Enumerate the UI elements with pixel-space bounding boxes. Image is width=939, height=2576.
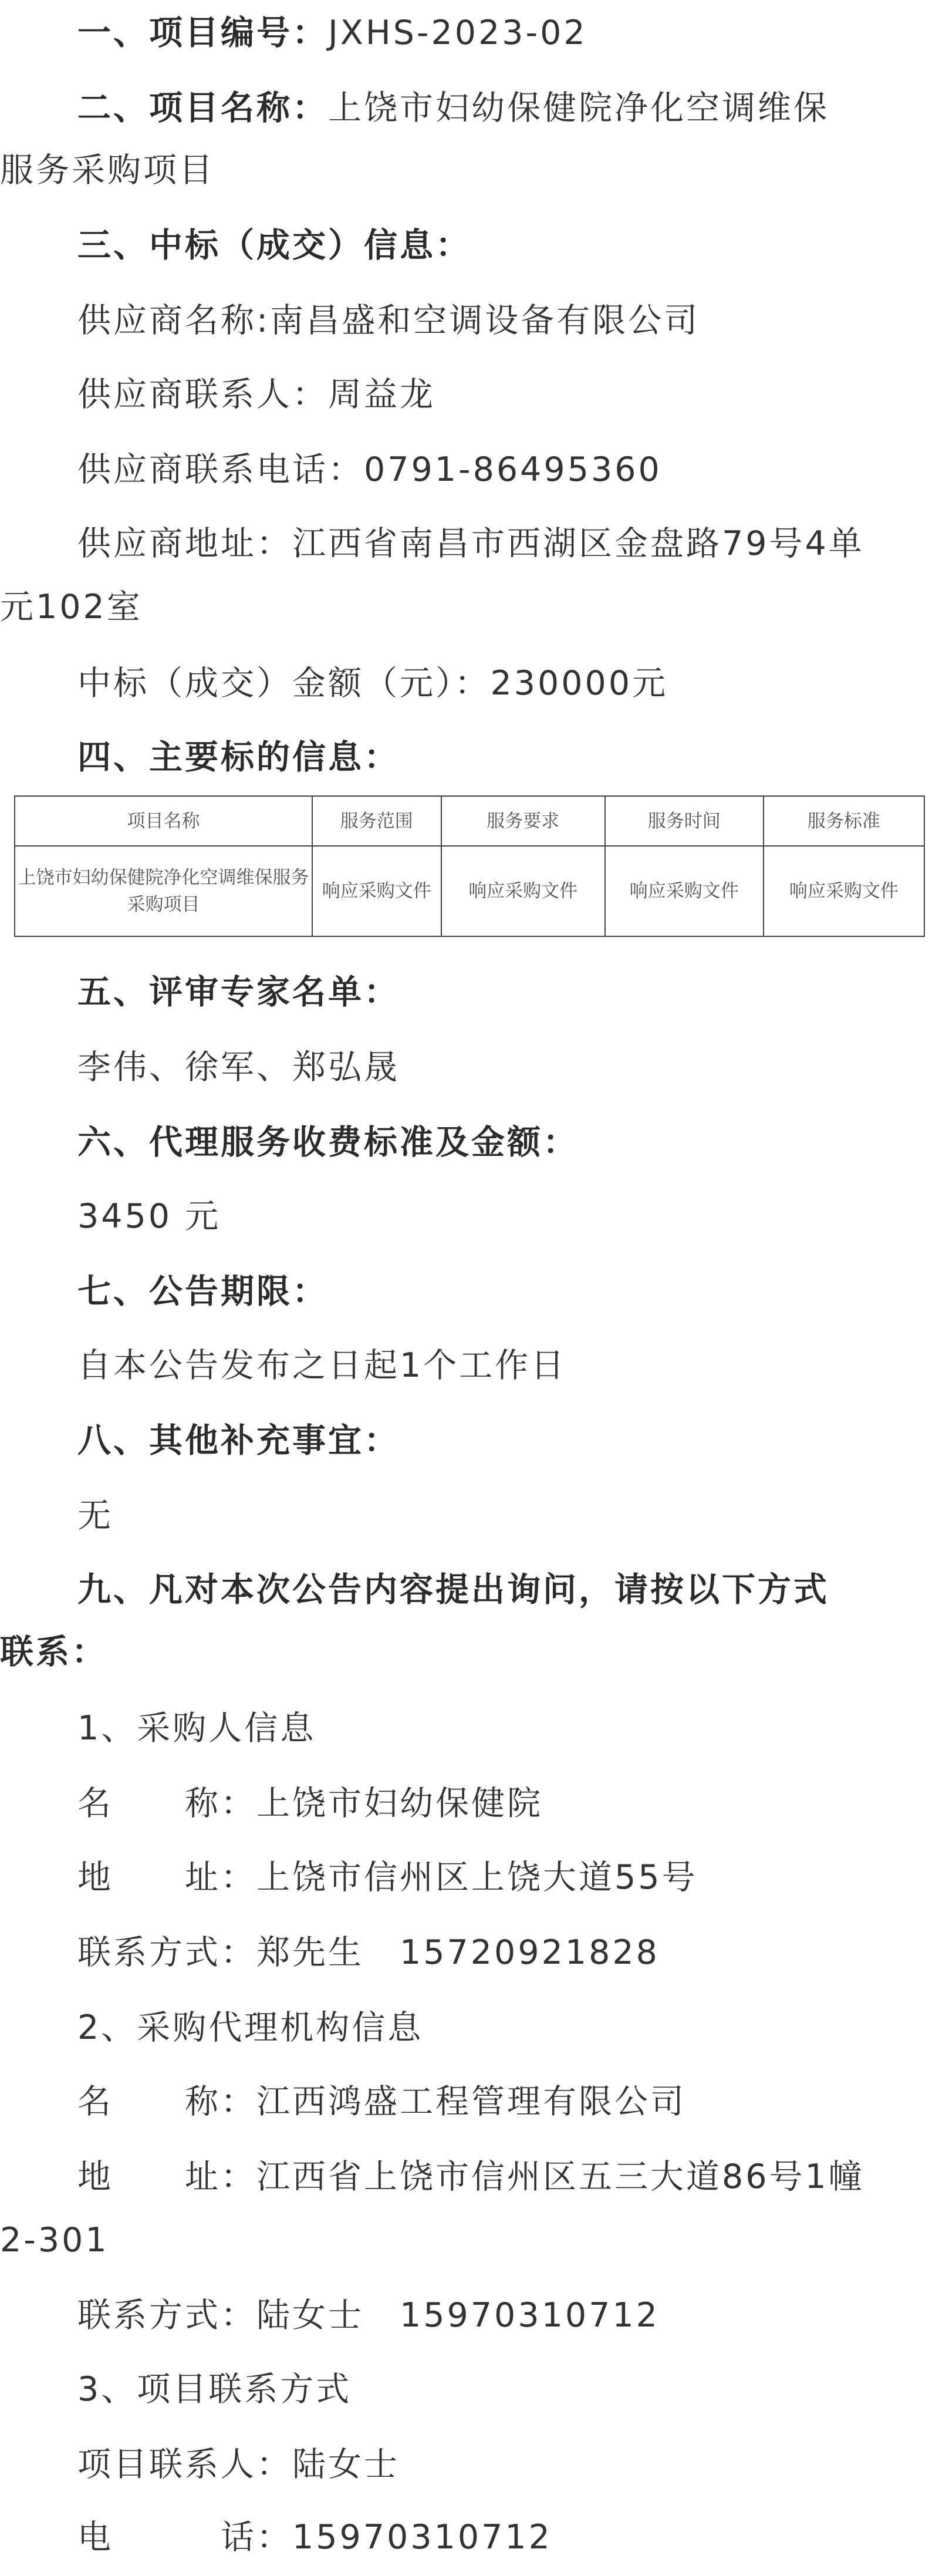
announcement-period: 自本公告发布之日起1个工作日 [77, 1346, 567, 1385]
table-header-cell: 服务范围 [312, 796, 441, 846]
section-project-number [0, 0, 939, 70]
supplementary-matters: 无 [77, 1496, 113, 1535]
table-cell: 响应采购文件 [441, 846, 605, 936]
section-heading: 九、凡对本次公告内容提出询问，请按以下方式 [77, 1570, 829, 1609]
purchaser-contact: 联系方式：郑先生 15720921828 [77, 1933, 660, 1972]
section-heading: 八、其他补充事宜： [77, 1421, 400, 1460]
table-header-cell: 项目名称 [15, 796, 312, 846]
agency-contact: 联系方式：陆女士 15970310712 [77, 2296, 660, 2335]
table-cell: 响应采购文件 [605, 846, 764, 936]
experts-list: 李伟、徐军、郑弘晟 [77, 1048, 400, 1087]
project-number-value: JXHS-2023-02 [328, 14, 587, 52]
project-name-value: 上饶市妇幼保健院净化空调维保 [328, 89, 829, 127]
table-header-cell: 服务标准 [764, 796, 924, 846]
table-header-cell: 服务时间 [605, 796, 764, 846]
table-header-cell: 服务要求 [441, 796, 605, 846]
project-contact-title: 3、项目联系方式 [77, 2370, 352, 2409]
table-row [15, 846, 924, 936]
supplier-address: 供应商地址：江西省南昌市西湖区金盘路79号4单 [77, 524, 864, 563]
agency-address: 地 址：江西省上饶市信州区五三大道86号1幢 [77, 2157, 864, 2196]
table-header-row [15, 796, 924, 846]
table-cell: 响应采购文件 [764, 846, 924, 936]
project-name-continuation: 服务采购项目 [0, 151, 215, 190]
section-heading: 四、主要标的信息： [77, 738, 400, 777]
project-contact-phone: 电 话：15970310712 [77, 2518, 552, 2557]
section-heading: 三、中标（成交）信息： [77, 226, 471, 265]
subject-info-table [14, 795, 925, 937]
winning-amount: 中标（成交）金额（元）：230000元 [77, 664, 668, 703]
supplier-name: 供应商名称:南昌盛和空调设备有限公司 [77, 301, 700, 340]
table-cell: 响应采购文件 [312, 846, 441, 936]
section-heading: 七、公告期限： [77, 1272, 328, 1311]
supplier-contact: 供应商联系人：周益龙 [77, 375, 435, 414]
section-heading: 二、项目名称： [77, 89, 328, 127]
purchaser-name: 名 称：上饶市妇幼保健院 [77, 1784, 543, 1823]
agency-name: 名 称：江西鸿盛工程管理有限公司 [77, 2082, 686, 2121]
section-heading: 六、代理服务收费标准及金额： [77, 1123, 579, 1162]
agency-title: 2、采购代理机构信息 [77, 2008, 424, 2047]
supplier-phone: 供应商联系电话：0791-86495360 [77, 450, 662, 489]
agency-address-continuation: 2-301 [0, 2221, 109, 2260]
section-heading-continuation: 联系： [0, 1633, 107, 1671]
agency-fee: 3450 元 [77, 1197, 221, 1236]
section-heading: 五、评审专家名单： [77, 973, 400, 1011]
purchaser-address: 地 址：上饶市信州区上饶大道55号 [77, 1858, 698, 1897]
project-contact-person: 项目联系人：陆女士 [77, 2445, 400, 2484]
supplier-address-continuation: 元102室 [0, 588, 143, 626]
purchaser-title: 1、采购人信息 [77, 1709, 316, 1748]
table-cell: 上饶市妇幼保健院净化空调维保服务采购项目 [15, 846, 312, 936]
section-heading: 一、项目编号： [77, 14, 328, 52]
